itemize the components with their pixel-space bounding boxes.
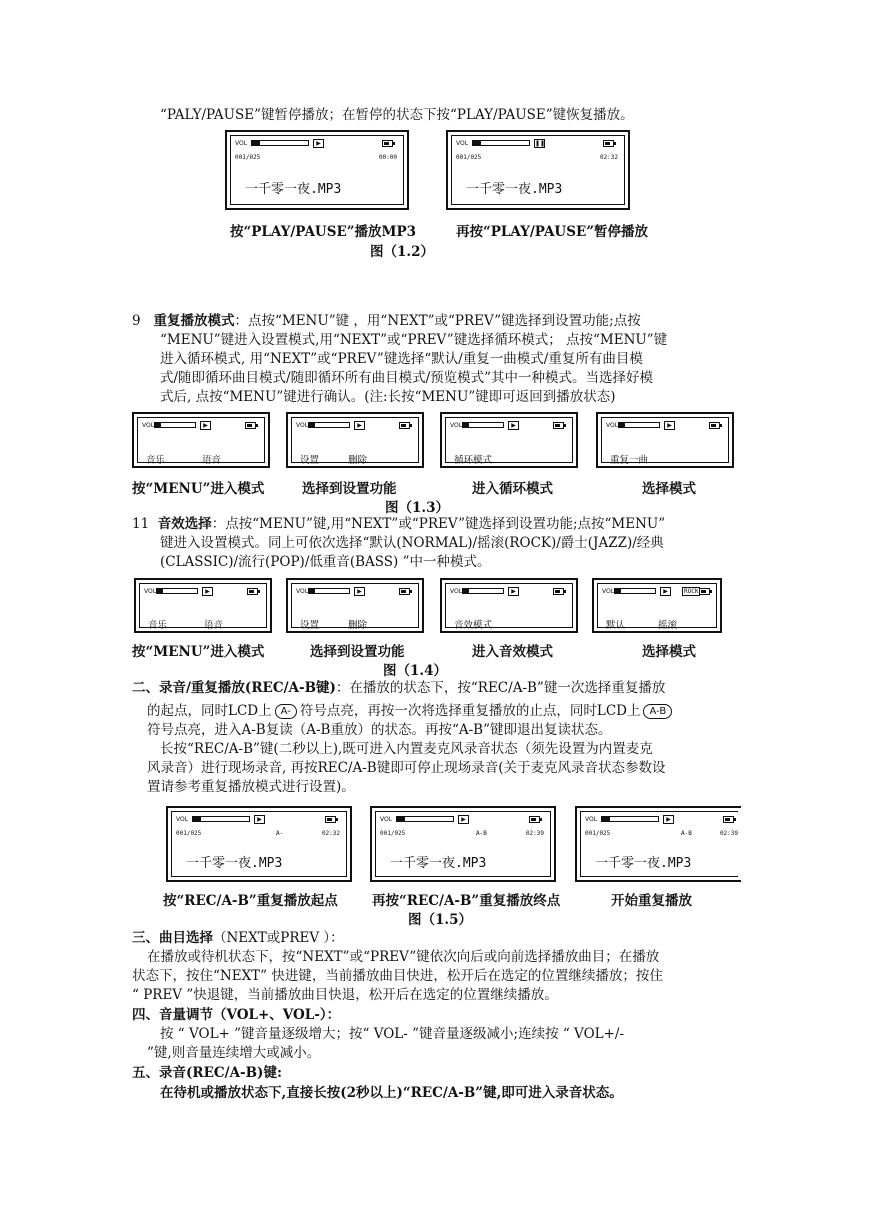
a-symbol-icon: A- [275,704,297,719]
caption: 按“MENU”进入模式 [132,481,265,497]
section-5-title: 五、录音(REC/A-B)键: [132,1065,282,1081]
play-time: 02:32 [599,154,618,161]
eq-badge: ROCK [684,588,699,595]
section-3-line-2: 状态下，按住“NEXT” 快进键，当前播放曲目快进，松开后在选定的位置继续播放；按住 [132,968,663,984]
ab-indicator: A-B [476,830,487,837]
lcd-settings: VOL ▶ 设置 删除 [286,412,424,468]
section-9-line-5: 式后, 点按“MENU”键进行确认。(注:长按“MENU”键即可返回到播放状态) [160,389,616,405]
battery-icon [723,816,734,823]
section-11-line-1: 11 音效选择：点按“MENU”键,用“NEXT”或“PREV”键选择到设置功能;点按“MENU” [132,516,666,532]
figure-label: 图（1.2） [370,244,434,260]
section-2-line-5: 风录音）进行现场录音, 再按REC/A-B键即可停止现场录音(关于麦克风录音状态参数设 [147,760,666,776]
song-title: 一千零一夜.MP3 [245,182,342,197]
section-11-title: 音效选择 [157,516,212,532]
battery-icon [245,422,256,429]
caption: 选择到设置功能 [310,644,405,660]
section-2-title: 二、录音/重复播放(REC/A-B键) [132,680,336,696]
section-3-title-line: 三、曲目选择（NEXT或PREV ）： [132,930,344,946]
caption: 进入音效模式 [472,644,553,660]
figure-label: 图（1.5） [408,912,472,928]
menu-label: 删除 [348,455,368,466]
caption: 开始重复播放 [611,893,692,909]
menu-label: 音乐 [148,620,168,631]
track-number: 001/025 [456,154,482,161]
section-11-line-2: 键进入设置模式。同上可依次选择“默认(NORMAL)/摇滚(ROCK)/爵士(JAZZ)/经典 [160,535,664,551]
section-9-line-2: “MENU”键进入设置模式,用“NEXT”或“PREV”键选择循环模式； 点按“MENU”键 [160,332,668,348]
battery-icon [399,422,410,429]
play-time: 02:39 [525,830,544,837]
battery-icon [553,588,564,595]
track-number: 001/025 [585,830,611,837]
lcd-loop-mode: VOL ▶ 循环模式 [440,412,578,468]
song-title: 一千零一夜.MP3 [595,856,692,871]
menu-label: 语音 [204,620,224,631]
lcd-select-mode: VOL ▶ 重复一曲 [596,412,734,468]
vol-label: VOL [456,140,469,147]
figure-label: 图（1.4） [383,663,447,679]
section-2-line-2: 的起点，同时LCD上 A- 符号点亮，再按一次将选择重复播放的止点，同时LCD上 A-B [147,702,675,720]
section-3-title: 三、曲目选择 [132,930,213,946]
play-time: 00:00 [378,154,397,161]
section-9-line-3: 进入循环模式, 用“NEXT”或“PREV”键选择“默认/重复一曲模式/重复所有曲目模 [160,351,643,367]
section-2-line-4: 长按“REC/A-B”键(二秒以上),既可进入内置麦克风录音状态（须先设置为内置麦克 [160,741,653,757]
ab-indicator: A-B [681,830,692,837]
battery-icon [709,422,720,429]
lcd-ab-start: VOL ▶ 001/025 A- 02:32 一千零一夜.MP3 [166,806,352,882]
section-9-title: 重复播放模式 [153,313,235,329]
section-2-line-6: 置请参考重复播放模式进行设置)。 [147,779,355,795]
menu-label: 默认 [606,620,626,631]
lcd-select-eq: VOL ▶ ROCK 默认 摇滚 [592,578,722,633]
menu-label: 设置 [300,455,320,466]
section-4-line-2: ”键,则音量连续增大或减小。 [147,1045,321,1061]
caption: 再按“REC/A-B”重复播放终点 [372,893,561,909]
lcd-settings: VOL ▶ 设置 删除 [286,578,424,633]
caption: 选择模式 [642,481,696,497]
battery-icon [325,816,336,823]
menu-label: 音乐 [146,455,166,466]
lcd-screen-pause [446,130,630,210]
section-9-line-4: 式/随即循环曲目模式/随即循环所有曲目模式/预览模式”其中一种模式。当选择好模 [160,370,654,386]
ab-symbol-icon: A-B [643,704,672,719]
section-5-line: 在待机或播放状态下,直接长按(2秒以上)“REC/A-B”键,即可进入录音状态。 [160,1085,623,1101]
battery-icon [699,588,710,595]
song-title: 一千零一夜.MP3 [390,856,487,871]
track-number: 001/025 [235,154,261,161]
battery-icon [399,588,410,595]
section-4-title: 四、音量调节（VOL+、VOL-）： [132,1007,341,1023]
play-icon: ▶ [313,139,324,148]
lcd-ab-repeat: VOL ▶ 001/025 A-B 02:39 一千零一夜.MP3 [575,806,741,882]
battery-icon [529,816,540,823]
section-9-line-1: 9 重复播放模式：点按“MENU”键 ，用“NEXT”或“PREV”键选择到设置功能;点按 [132,313,641,329]
track-number: 001/025 [176,830,202,837]
battery-icon [247,588,258,595]
lcd-ab-end: VOL ▶ 001/025 A-B 02:39 一千零一夜.MP3 [370,806,556,882]
section-2-line-1: 二、录音/重复播放(REC/A-B键)：在播放的状态下，按“REC/A-B”键一次选择重复播放 [132,680,666,696]
lcd-menu-mode: VOL ▶ 音乐 语音 [134,578,272,633]
play-time: 02:32 [321,830,340,837]
caption: 按“MENU”进入模式 [132,644,265,660]
intro-line: “PALY/PAUSE”键暂停播放；在暂停的状态下按“PLAY/PAUSE”键恢复播放。 [160,107,634,123]
battery-icon [553,422,564,429]
lcd-eq-mode: VOL ▶ 音效模式 [440,578,578,633]
section-3-line-3: “ PREV ”快退键，当前播放曲目快退，松开后在选定的位置继续播放。 [132,987,558,1003]
section-2-line-3: 符号点亮，进入A-B复读（A-B重放）的状态。再按“A-B”键即退出复读状态。 [147,722,612,738]
section-4-line-1: 按 “ VOL+ ”键音量逐级增大；按“ VOL- ”键音量逐级减小;连续按 “ VOL+/- [160,1026,625,1042]
caption: 按“PLAY/PAUSE”播放MP3 [230,224,416,240]
song-title: 一千零一夜.MP3 [186,856,283,871]
caption: 进入循环模式 [472,481,553,497]
menu-label: 重复一曲 [610,455,649,466]
song-title: 一千零一夜.MP3 [466,182,563,197]
caption: 选择模式 [642,644,696,660]
ab-indicator: A- [276,830,284,837]
section-3-line-1: 在播放或待机状态下，按“NEXT”或“PREV”键依次向后或向前选择播放曲目；在播放 [147,949,660,965]
battery-icon [603,140,614,147]
lcd-menu-mode: VOL ▶ 音乐 语音 [132,412,270,468]
caption: 再按“PLAY/PAUSE”暂停播放 [456,224,648,240]
track-number: 001/025 [380,830,406,837]
play-time: 02:39 [719,830,738,837]
battery-icon [382,140,393,147]
vol-label: VOL [235,140,248,147]
menu-label: 设置 [300,620,320,631]
caption: 按“REC/A-B”重复播放起点 [163,893,338,909]
menu-label: 语音 [202,455,222,466]
figure-label: 图（1.3） [385,500,449,516]
caption: 选择到设置功能 [302,481,397,497]
menu-label: 音效模式 [454,620,493,631]
section-11-line-3: (CLASSIC)/流行(POP)/低重音(BASS) ”中一种模式。 [160,554,491,570]
menu-label: 删除 [348,620,368,631]
menu-label: 循环模式 [454,455,493,466]
menu-label: 摇滚 [658,620,678,631]
pause-icon: ❚❚ [535,140,546,147]
lcd-screen-play [225,130,409,210]
